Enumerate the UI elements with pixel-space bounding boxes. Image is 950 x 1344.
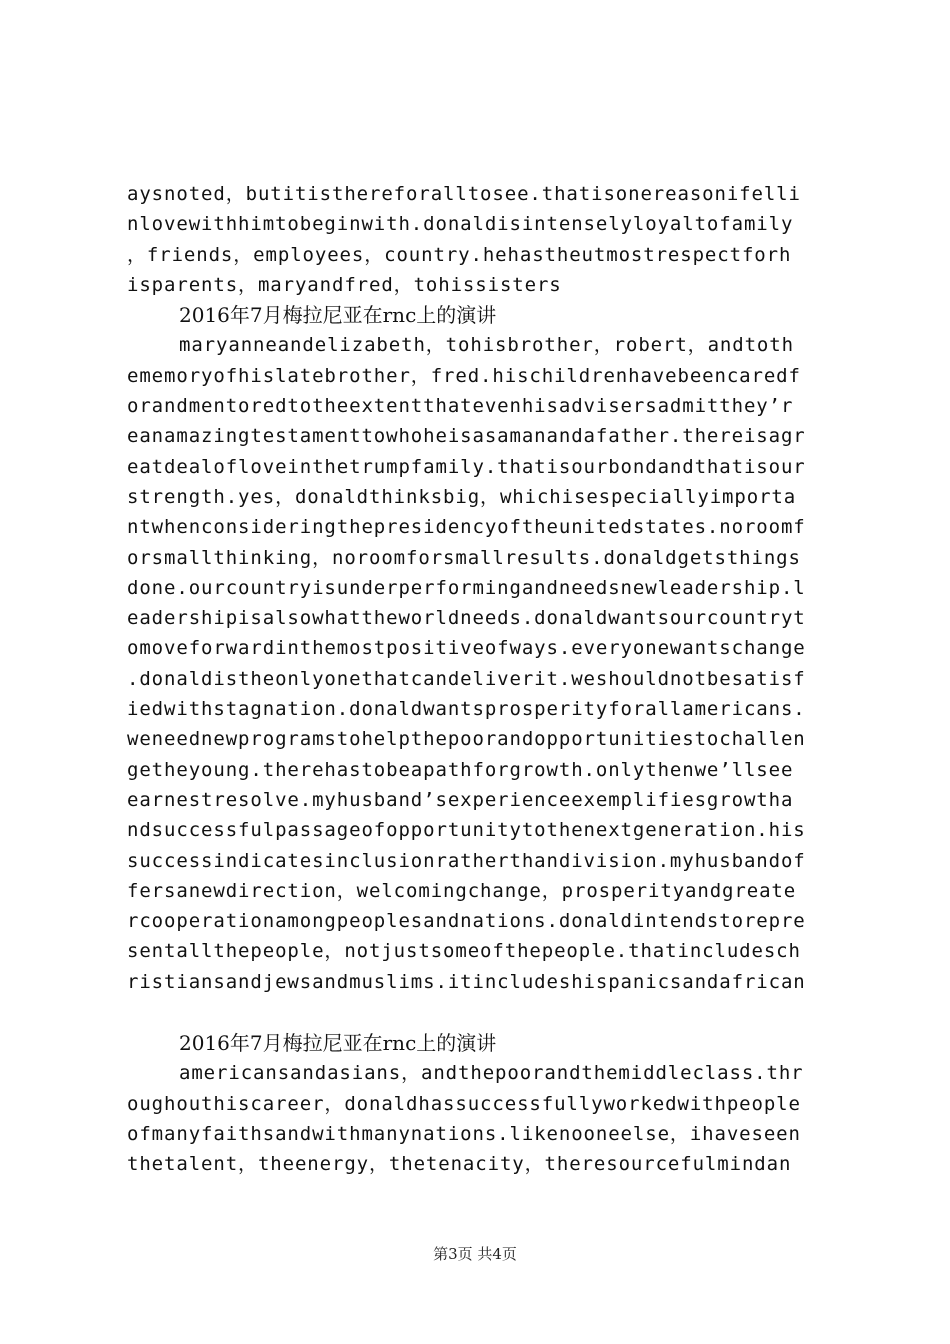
- text-line: earnestresolve.myhusband’sexperienceexemplifiesgrowtha: [127, 788, 794, 811]
- text-line: successindicatesinclusionratherthandivision.myhusbandof: [127, 849, 806, 872]
- text-line: fersanewdirection，welcomingchange，prosperityandgreate: [127, 879, 797, 902]
- text-line: ，friends，employees，country.hehastheutmostrespectforh: [127, 243, 792, 266]
- text-line: eadershipisalsowhattheworldneeds.donaldwantsourcountryt: [127, 607, 806, 630]
- text-line: eanamazingtestamenttowhoheisasamanandafather.thereisagr: [127, 425, 806, 448]
- text-line: done.ourcountryisunderperformingandneedsnewleadership.l: [127, 576, 806, 599]
- text-line: iedwithstagnation.donaldwantsprosperityforallamericans.: [127, 698, 806, 721]
- text-line: getheyoung.therehastobeapathforgrowth.onlythenwe’llsee: [127, 758, 794, 781]
- text-line: isparents，maryandfred，tohissisters: [127, 273, 562, 296]
- page-number-label: 第3页 共4页: [433, 1245, 517, 1263]
- text-line: weneednewprogramstohelpthepoorandopportunitiestochallen: [127, 728, 806, 751]
- text-line: aysnoted，butitisthereforalltosee.thatisonereasonifelli: [127, 183, 801, 205]
- text-line: thetalent，theenergy，thetenacity，theresourcefulmindan: [127, 1153, 792, 1176]
- text-line: ofmanyfaithsandwithmanynations.likenooneelse，ihaveseen: [127, 1122, 801, 1145]
- text-block-2: [127, 1028, 832, 1179]
- text-line: oughouthiscareer，donaldhassuccessfullyworkedwithpeople: [127, 1092, 801, 1115]
- text-line: americansandasians，andthepoorandthemiddleclass.thr: [179, 1062, 804, 1085]
- text-line: ntwhenconsideringthepresidencyoftheunitedstates.noroomf: [127, 516, 806, 539]
- text-line: eatdealofloveinthetrumpfamily.thatisourbondandthatisour: [127, 455, 806, 478]
- text-line: ndsuccessfulpassageofopportunitytothenextgeneration.his: [127, 819, 806, 842]
- text-line: ristiansandjewsandmuslims.itincludeshispanicsandafrican: [127, 970, 806, 993]
- text-line: orandmentoredtotheextentthatevenhisadvisersadmitthey’r: [127, 395, 794, 418]
- text-line: rcooperationamongpeoplesandnations.donaldintendstorepre: [127, 910, 806, 933]
- section-heading: 2016年7月梅拉尼亚在rnc上的演讲: [179, 1031, 497, 1055]
- section-heading: 2016年7月梅拉尼亚在rnc上的演讲: [179, 303, 497, 328]
- text-line: orsmallthinking，noroomforsmallresults.donaldgetsthings: [127, 546, 801, 569]
- text-line: maryanneandelizabeth，tohisbrother，robert，andtoth: [179, 334, 794, 357]
- text-block-1: [127, 179, 832, 997]
- text-line: .donaldistheonlyonethatcandeliverit.weshouldnotbesatisf: [127, 667, 806, 690]
- page-footer: [0, 1243, 950, 1264]
- text-line: nlovewithhimtobeginwith.donaldisintenselyloyaltofamily: [127, 213, 794, 236]
- text-line: strength.yes，donaldthinksbig，whichisespeciallyimporta: [127, 485, 797, 508]
- text-line: omoveforwardinthemostpositiveofways.everyonewantschange: [127, 637, 806, 660]
- text-line: ememoryofhislatebrother，fred.hischildrenhavebeencaredf: [127, 364, 801, 387]
- text-line: sentallthepeople，notjustsomeofthepeople.thatincludesch: [127, 940, 801, 963]
